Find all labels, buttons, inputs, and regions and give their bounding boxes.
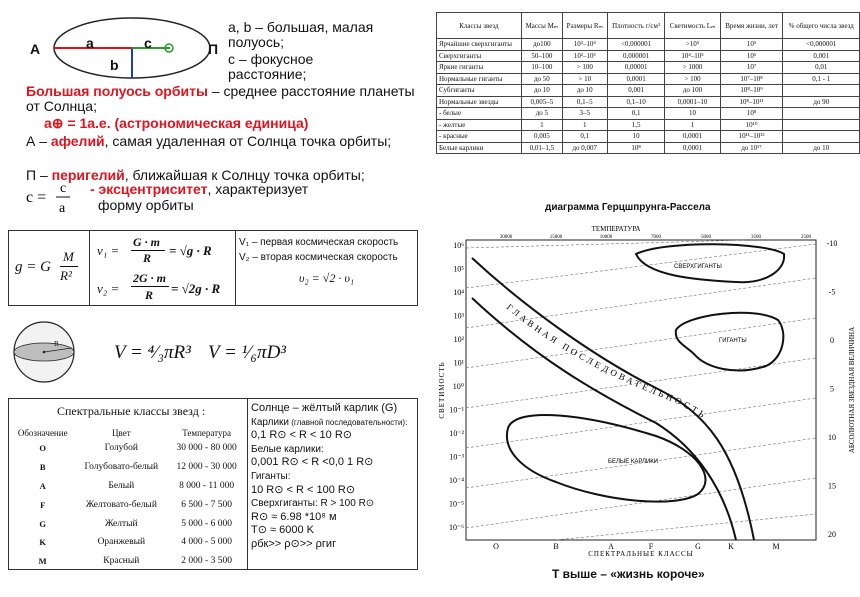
table-cell: 0,1 [607, 108, 665, 120]
table-cell: 0,005 [521, 131, 562, 143]
luminosity-axis-label: СВЕТИМОСТЬ [438, 361, 446, 419]
table-row [437, 62, 860, 74]
white-dwarfs-label: Белые карлики: [251, 443, 324, 455]
table-cell: 1,5 [607, 119, 665, 131]
table-cell: 10⁷–10⁸ [720, 73, 783, 85]
table-cell: Оранжевый [97, 537, 146, 548]
table-cell: 10 [665, 108, 720, 120]
table-cell: 10⁵ [720, 39, 783, 51]
luminosity-ticks [449, 241, 465, 532]
column-header: Плотность г/см³ [607, 13, 665, 39]
perihelion-prefix: П – [26, 167, 52, 183]
hr-caption: T выше – «жизнь короче» [552, 567, 705, 581]
table-cell: - желтые [437, 119, 522, 131]
perihelion-letter: П [208, 41, 219, 57]
svg-text:c =: c = [26, 189, 47, 206]
major-axis-desc: – среднее расстояние планеты от Солнца; [26, 83, 415, 114]
sphere-volume-section [10, 318, 330, 388]
table-cell: 10⁶ [720, 50, 783, 62]
main-sequence-textpath: ГЛАВНАЯ ПОСЛЕДОВАТЕЛЬНОСТЬ [504, 301, 710, 422]
star-classes-table [436, 12, 860, 154]
table-cell: 1 [521, 119, 562, 131]
table-row [11, 439, 245, 458]
white-dwarfs-range: 0,001 R⊙ < R <0,0 1 R⊙ [251, 456, 374, 469]
temperature-tick: 15000 [549, 235, 563, 240]
table-cell: O [39, 443, 46, 454]
table-row [11, 495, 245, 514]
spectral-classes-box [8, 398, 418, 570]
divider [235, 231, 236, 305]
temperature-tick: 30000 [499, 235, 513, 240]
table-cell: 4 000 - 5 000 [181, 537, 232, 548]
table-cell: 0,1 - 1 [783, 73, 860, 85]
luminosity-tick: 10¹ [453, 358, 464, 368]
gravity-numerator: M [63, 249, 74, 264]
luminosity-tick: 10⁻² [449, 429, 464, 438]
table-cell: 0,001 [607, 85, 665, 97]
spectral-class-tick: F [648, 542, 654, 551]
sun-type: Солнце – жёлтый карлик (G) [251, 402, 398, 414]
svg-text:c: c [60, 181, 67, 196]
table-cell: K [39, 537, 46, 548]
sun-radius: R⊙ ≈ 6.98 *10⁸ м [251, 510, 337, 523]
semiaxes-text: a, b – большая, малая полуось; [228, 19, 374, 50]
table-cell: Голубовато-белый [84, 462, 159, 473]
white-dwarfs-label: БЕЛЫЕ КАРЛИКИ [608, 459, 659, 465]
luminosity-tick: 10⁻⁴ [448, 476, 464, 485]
table-cell: 10⁴–10⁵ [665, 50, 720, 62]
table-cell: 0,001 [783, 50, 860, 62]
table-cell: Сверхгиганты [437, 50, 522, 62]
table-cell: - белые [437, 108, 522, 120]
table-cell: 5 000 - 6 000 [181, 518, 232, 529]
table-row [437, 73, 860, 85]
dwarfs-heading [251, 416, 419, 430]
table-cell: Желтовато-белый [85, 499, 157, 510]
density-relation: ρбк>> ρ⊙>> ρгиг [251, 537, 337, 550]
table-cell: 10⁸ [720, 108, 783, 120]
table-cell: 10–100 [521, 62, 562, 74]
table-cell: Белые карлики [437, 142, 522, 154]
luminosity-tick: 10⁶ [453, 241, 464, 250]
column-header: Классы звезд [437, 13, 522, 39]
au-definition: a⊕ = 1а.е. (астрономическая единица) [44, 115, 309, 131]
table-cell: 0,01–1,5 [521, 142, 562, 154]
perihelion-desc: , ближайшая к Солнцу точка орбиты; [124, 167, 365, 183]
hr-diagram [436, 218, 860, 566]
table-cell: B [39, 462, 46, 473]
magnitude-ticks [827, 239, 838, 539]
column-header: Массы Mₘ [521, 13, 562, 39]
volume-radius-formula: V = ⁴⁄₃πR³ [114, 342, 191, 363]
luminosity-tick: 10⁴ [453, 288, 464, 297]
table-cell: до 10 [562, 85, 607, 97]
luminosity-tick: 10⁻³ [449, 452, 464, 462]
v2-denominator: R [145, 288, 154, 302]
column-header: Температура [182, 427, 231, 438]
semi-major-label: a [86, 35, 94, 51]
table-cell: до 10 [783, 142, 860, 154]
table-cell: Яркие гиганты [437, 62, 522, 74]
table-cell: Красный [103, 556, 140, 567]
table-cell: 1 [665, 119, 720, 131]
temperature-tick: 5000 [701, 235, 711, 240]
table-cell: 3–5 [562, 108, 607, 120]
table-row [437, 142, 860, 154]
table-cell: Голубой [104, 443, 138, 454]
table-cell [783, 131, 860, 143]
main-sequence-lower [472, 298, 736, 540]
table-cell: Нормальные гиганты [437, 73, 522, 85]
divider [247, 399, 248, 569]
perihelion-term: перигелий [51, 167, 125, 183]
v1-numerator: G · m [133, 235, 160, 249]
luminosity-tick: 10⁻⁵ [448, 499, 464, 509]
table-cell: до 100 [665, 85, 720, 97]
table-cell: 0,01 [783, 62, 860, 74]
radius-lines [466, 240, 816, 540]
temperature-tick: 2500 [801, 235, 811, 240]
dwarfs-note: (главной последовательности): [289, 417, 408, 427]
dwarfs-range: 0,1 R⊙ < R < 10 R⊙ [251, 429, 352, 442]
luminosity-tick: 10⁰ [452, 382, 464, 391]
major-axis-term: Большая полуось орбиты [26, 83, 208, 99]
table-row [11, 477, 245, 496]
table-cell: 0,1–10 [607, 96, 665, 108]
table-cell: <0,000001 [783, 39, 860, 51]
aphelion-desc: , самая удаленная от Солнца точка орбиты; [104, 133, 392, 149]
v1-rhs: = √g · R [169, 243, 212, 258]
table-cell: 10⁷ [720, 62, 783, 74]
v1-lhs: v₁ = [97, 243, 120, 258]
spectral-class-tick: M [772, 542, 780, 551]
table-cell: 10 [607, 131, 665, 143]
luminosity-tick: 10² [453, 335, 464, 344]
table-row [11, 552, 245, 571]
table-cell [783, 108, 860, 120]
table-cell: F [40, 499, 46, 510]
table-cell: 0,005–5 [521, 96, 562, 108]
table-row [437, 39, 860, 51]
aphelion-text [26, 134, 426, 149]
orbit-section [14, 4, 434, 216]
table-cell: 1 [562, 119, 607, 131]
table-cell: > 10 [562, 73, 607, 85]
table-row [437, 85, 860, 97]
table-cell: до 50 [521, 73, 562, 85]
table-cell: Желтый [105, 518, 138, 529]
volume-diameter-formula: V = ¹⁄₆πD³ [208, 342, 286, 363]
eccentricity-formula [24, 180, 84, 220]
supergiants-range: Сверхгиганты: R > 100 R⊙ [251, 498, 375, 510]
focal-text: c – фокусное расстояние; [228, 51, 314, 82]
table-cell: 0,0001 [665, 131, 720, 143]
fraction-bar [131, 286, 169, 287]
table-header-row [11, 426, 245, 439]
table-cell: 8 000 - 11 000 [179, 480, 235, 491]
luminosity-tick: 10⁵ [453, 264, 464, 274]
divider [89, 231, 90, 305]
gravity-denominator: R² [60, 268, 72, 283]
aphelion-letter: А [30, 41, 41, 57]
table-cell: до 10¹⁷ [720, 142, 783, 154]
magnitude-tick: -5 [828, 287, 836, 297]
magnitude-tick: 10 [828, 433, 836, 442]
magnitude-tick: 15 [828, 481, 836, 491]
column-header: Цвет [112, 427, 131, 438]
temperature-axis-label: ТЕМПЕРАТУРА [591, 225, 641, 233]
giants-label: Гиганты: [251, 470, 291, 482]
table-cell: 2 000 - 3 500 [181, 556, 232, 567]
temperature-tick: 10000 [599, 235, 613, 240]
temperature-tick: 7000 [651, 235, 661, 240]
magnitude-tick: -10 [826, 239, 838, 248]
eccentricity-term: - эксцентриситет [90, 181, 208, 197]
table-cell: Нормальные звезды [437, 96, 522, 108]
eccentricity-text [90, 182, 430, 197]
table-cell: до100 [521, 39, 562, 51]
v2-rhs: = √2g · R [171, 281, 221, 296]
sun-facts [251, 402, 419, 552]
spectral-class-tick: B [553, 542, 559, 551]
table-cell: 0,0001 [665, 142, 720, 154]
table-cell [783, 119, 860, 131]
supergiants-label: СВЕРХГИГАНТЫ [674, 264, 722, 270]
table-cell: > 1000 [665, 62, 720, 74]
sphere-diagram [10, 318, 80, 388]
table-cell: 10¹¹–10¹³ [720, 131, 783, 143]
spectral-class-tick: O [493, 542, 499, 551]
table-cell: 0,1–5 [562, 96, 607, 108]
temperature-tick: 3500 [751, 235, 761, 240]
spectral-axis-label: СПЕКТРАЛЬНЫЕ КЛАССЫ [588, 550, 694, 558]
spectral-table [11, 426, 245, 571]
gravity-lhs: g = G [15, 259, 51, 275]
table-row [437, 50, 860, 62]
major-axis-text [26, 84, 426, 114]
v2-lhs: v₂ = [97, 281, 120, 296]
table-cell: 10⁸ [607, 142, 665, 154]
eccentricity-desc-2: форму орбиты [98, 197, 194, 213]
table-cell: M [38, 556, 47, 567]
table-cell: до 10 [521, 85, 562, 97]
spectral-class-tick: G [695, 542, 701, 551]
aphelion-prefix: А – [26, 133, 51, 149]
v2-v1-relation: υ₂ = √2 · υ₁ [299, 271, 355, 285]
sun-temperature: T⊙ ≈ 6000 K [251, 524, 314, 537]
eccentricity-desc: , характеризует [207, 181, 309, 197]
table-cell: > 100 [562, 62, 607, 74]
table-row [437, 108, 860, 120]
spectral-class-tick: A [608, 542, 614, 551]
table-cell: 0,00001 [607, 62, 665, 74]
table-cell: 10³–10⁴ [562, 39, 607, 51]
gravity-formulas-box [8, 230, 418, 306]
table-header-row [437, 13, 860, 39]
table-cell: 50–100 [521, 50, 562, 62]
column-header: Обозначение [17, 427, 68, 438]
table-cell: 10⁸–10⁹ [720, 85, 783, 97]
v1-denominator: R [143, 251, 152, 265]
magnitude-tick: 5 [830, 384, 834, 394]
v2-description: V₂ – вторая космическая скорость [239, 252, 398, 263]
v2-numerator: 2G · m [133, 271, 166, 285]
table-cell: Субгиганты [437, 85, 522, 97]
table-cell [783, 85, 860, 97]
magnitude-tick: 0 [830, 336, 834, 345]
table-cell: 0,0001 [607, 73, 665, 85]
v1-description: V₁ – первая космическая скорость [239, 237, 399, 248]
luminosity-tick: 10⁻⁶ [448, 523, 464, 532]
dwarfs-label: Карлики [251, 416, 289, 428]
table-cell: > 100 [665, 73, 720, 85]
semi-minor-label: b [110, 57, 119, 73]
table-row [437, 119, 860, 131]
magnitude-tick: 20 [828, 530, 836, 539]
giants-label: ГИГАНТЫ [719, 338, 747, 344]
luminosity-tick: 10⁻¹ [449, 405, 464, 415]
table-row [11, 514, 245, 533]
giants-range: 10 R⊙ < R < 100 R⊙ [251, 483, 356, 496]
svg-text:a: a [59, 201, 66, 216]
spectral-title: Спектральные классы звезд : [57, 404, 206, 418]
aphelion-term: афелий [50, 133, 105, 149]
table-cell: 6 500 - 7 500 [181, 499, 232, 510]
magnitude-axis-label: АБСОЛЮТНАЯ ЗВЕЗДНАЯ ВЕЛИЧИНА [848, 326, 856, 454]
spectral-class-tick: K [728, 542, 734, 551]
table-cell: до 0,007 [562, 142, 607, 154]
table-cell: 0,1 [562, 131, 607, 143]
table-cell: Белый [108, 480, 135, 491]
table-cell: 0,0001–10 [665, 96, 720, 108]
luminosity-tick: 10³ [453, 311, 464, 321]
table-row [11, 533, 245, 552]
hr-diagram-title: диаграмма Герцшпрунга-Рассела [545, 202, 711, 213]
table-cell: <0,000001 [607, 39, 665, 51]
sphere-radius-label: R [54, 340, 59, 348]
table-cell: 12 000 - 30 000 [176, 462, 237, 473]
table-cell: A [39, 480, 46, 491]
table-row [437, 96, 860, 108]
table-cell: G [39, 518, 46, 529]
table-row [11, 458, 245, 477]
temperature-ticks [500, 235, 812, 240]
fraction-bar [60, 266, 78, 267]
column-header: % общего числа звезд [783, 13, 860, 39]
column-header: Размеры Rₘ [562, 13, 607, 39]
table-cell: 10¹⁰ [720, 119, 783, 131]
table-cell: 10⁸–10¹¹ [720, 96, 783, 108]
table-cell: 10²–10³ [562, 50, 607, 62]
table-cell: Ярчайшие сверхгиганты [437, 39, 522, 51]
table-cell: 30 000 - 80 000 [176, 443, 237, 454]
table-cell: до 5 [521, 108, 562, 120]
table-cell: - красные [437, 131, 522, 143]
column-header: Время жизни, лет [720, 13, 783, 39]
table-row [437, 131, 860, 143]
column-header: Светимость Lₘ [665, 13, 720, 39]
table-cell: >10⁵ [665, 39, 720, 51]
table-cell: 0,000001 [607, 50, 665, 62]
table-cell: до 90 [783, 96, 860, 108]
focal-label: c [144, 35, 152, 51]
